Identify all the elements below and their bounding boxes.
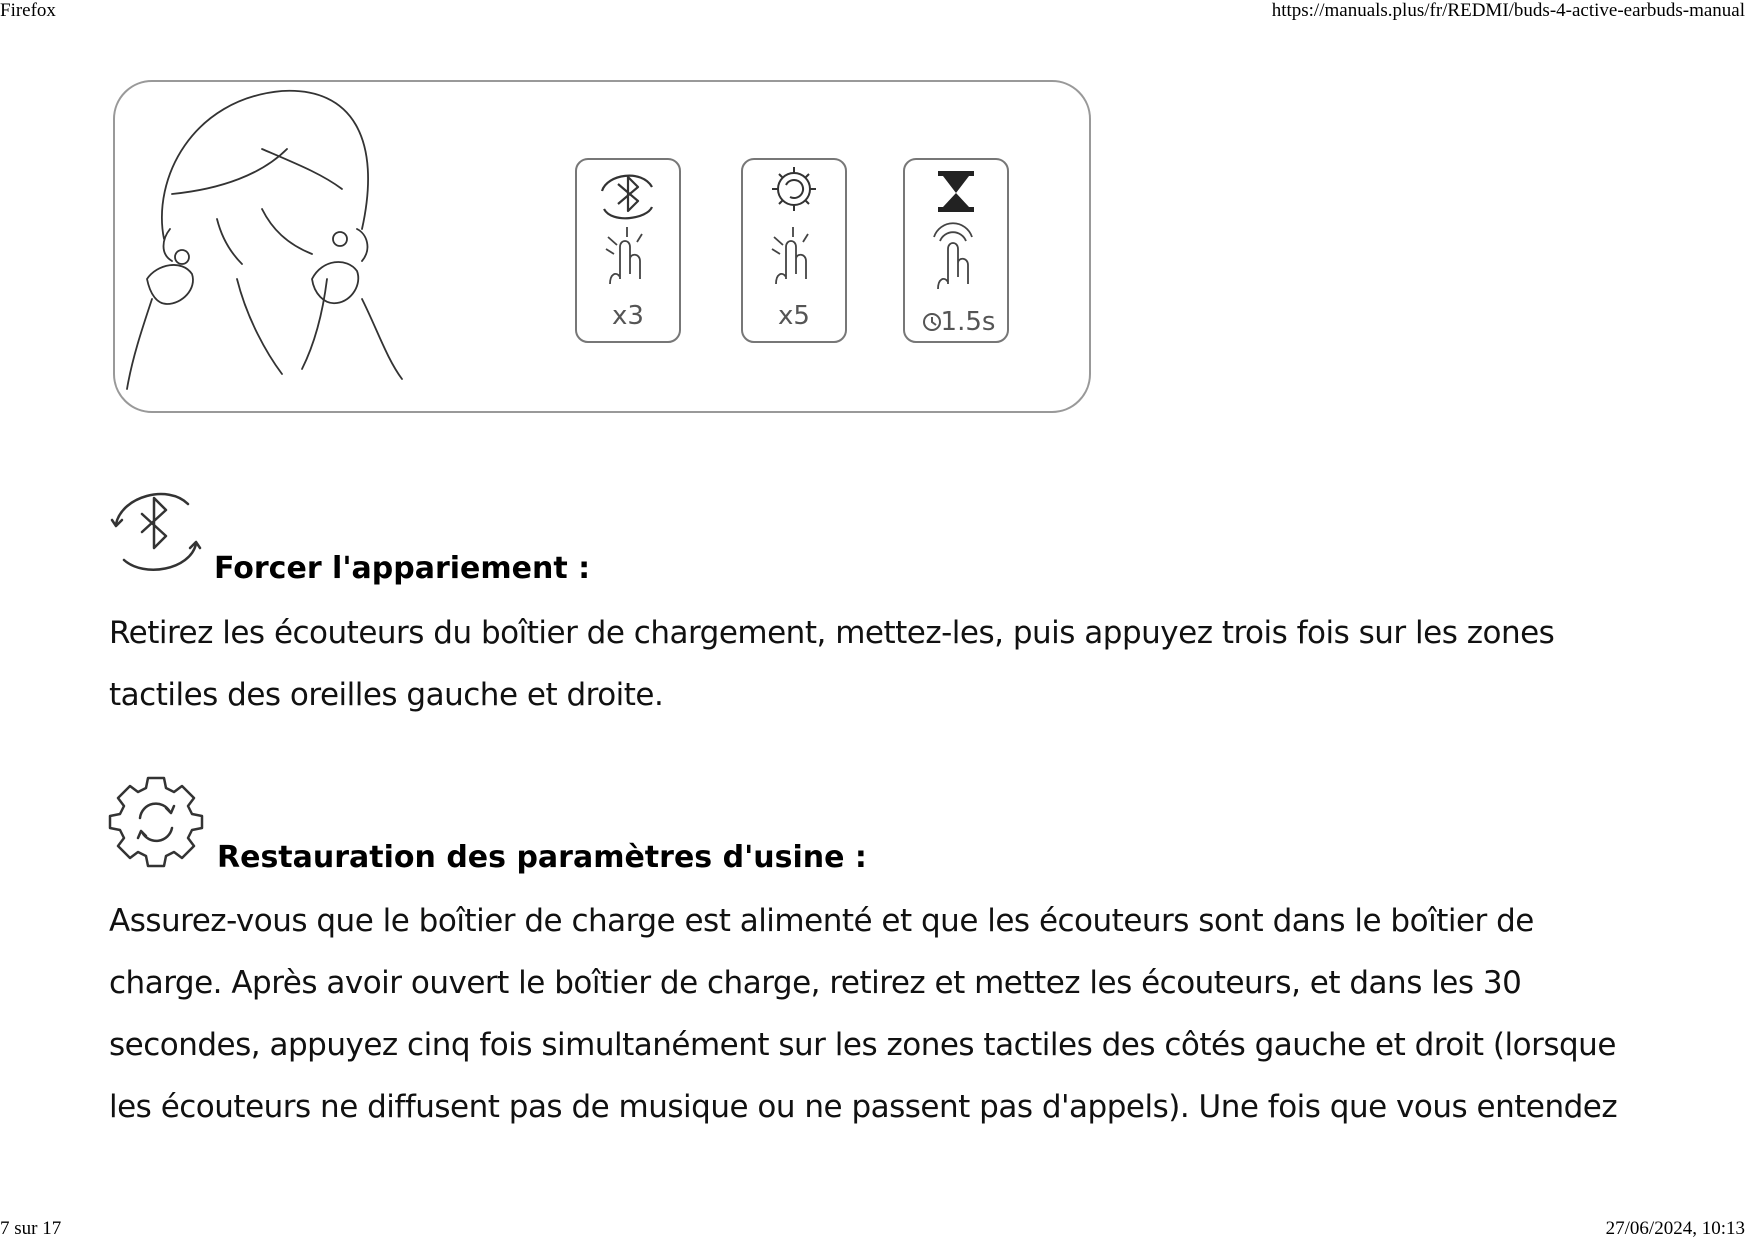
gesture-illustration <box>112 79 1092 414</box>
card-label-x5: x5 <box>778 301 810 331</box>
factory-reset-gear-icon <box>108 772 208 868</box>
body-line: charge. Après avoir ouvert le boîtier de charge, retirez et mettez les écouteurs, et dans les 30 <box>109 965 1522 1001</box>
body-line: tactiles des oreilles gauche et droite. <box>109 677 664 713</box>
body-line: secondes, appuyez cinq fois simultanément sur les zones tactiles des côtés gauche et droit (lorsque <box>109 1027 1616 1063</box>
section-body <box>109 890 1669 1138</box>
section-body <box>109 602 1669 726</box>
body-line: Retirez les écouteurs du boîtier de chargement, mettez-les, puis appuyez trois fois sur les zones <box>109 615 1555 651</box>
body-line: Assurez-vous que le boîtier de charge est alimenté et que les écouteurs sont dans le boîtier de <box>109 903 1534 939</box>
gesture-card-pairing <box>576 159 680 342</box>
gesture-card-reset <box>742 159 846 342</box>
section-title: Restauration des paramètres d'usine : <box>217 840 867 875</box>
page-url[interactable]: https://manuals.plus/fr/REDMI/buds-4-active-earbuds-manual <box>1271 0 1745 21</box>
page-counter: 7 sur 17 <box>0 1218 62 1239</box>
bluetooth-pairing-icon <box>108 484 204 580</box>
browser-name: Firefox <box>0 0 56 21</box>
print-datetime: 27/06/2024, 10:13 <box>1605 1218 1745 1239</box>
gesture-card-hold <box>904 159 1008 342</box>
card-label-hold-time: 1.5s <box>940 307 996 337</box>
section-title: Forcer l'appariement : <box>214 551 591 586</box>
card-label-x3: x3 <box>612 301 644 331</box>
body-line: les écouteurs ne diffusent pas de musique ou ne passent pas d'appels). Une fois que vous entendez <box>109 1089 1618 1125</box>
